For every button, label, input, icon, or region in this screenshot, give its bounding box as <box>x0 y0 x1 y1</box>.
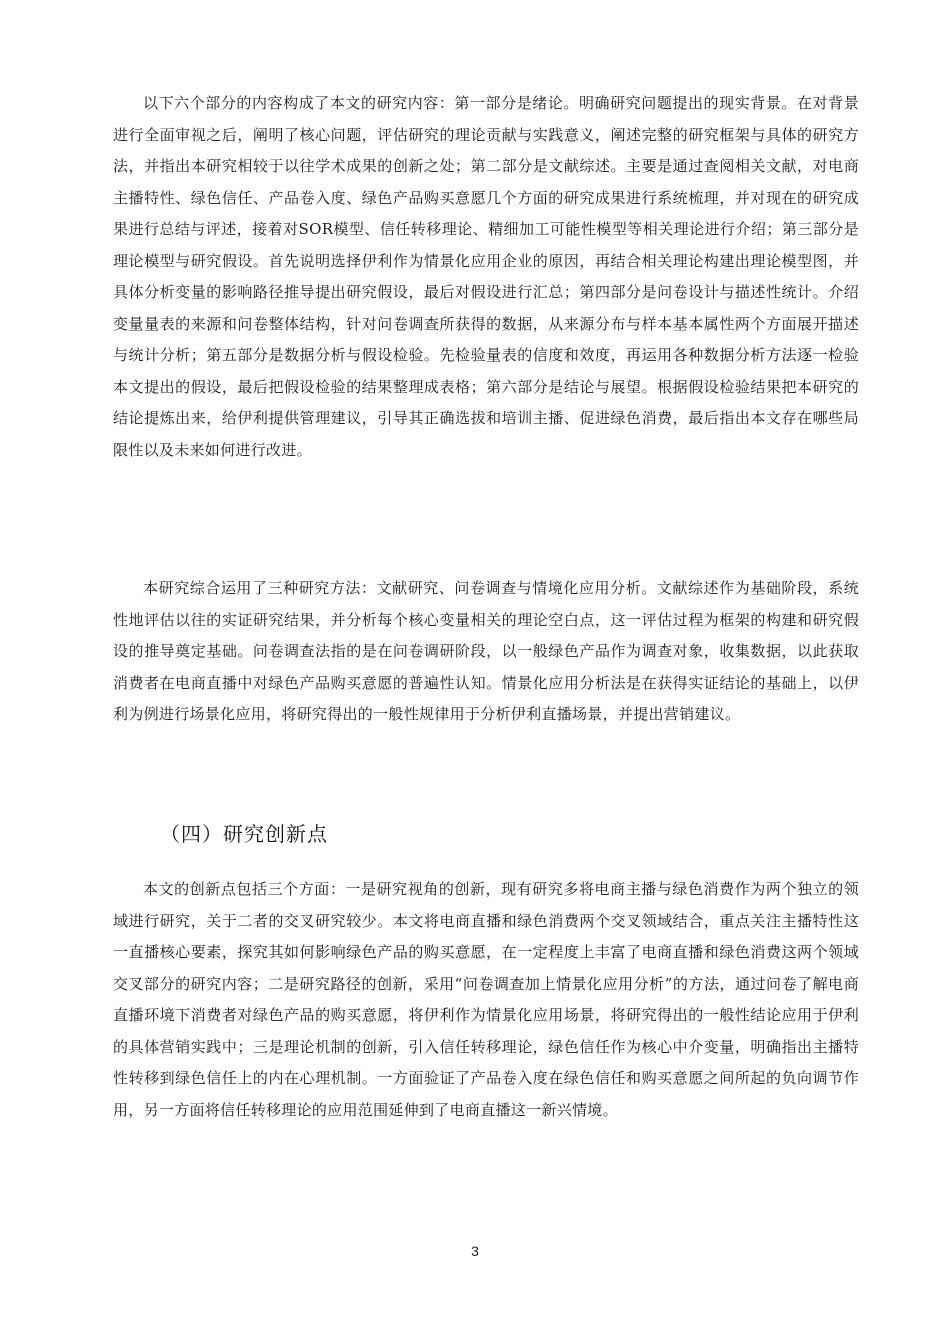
paragraph-innovation-points: 本文的创新点包括三个方面：一是研究视角的创新，现有研究多将电商主播与绿色消费作为两个独立的领域进行研究，关于二者的交叉研究较少。本文将电商直播和绿色消费两个交叉领域结合，重点关注主播特性这一直播核心要素，探究其如何影响绿色产品的购买意愿，在一定程度上丰富了电商直播和绿色消费这两个领域交叉部分的研究内容；二是研究路径的创新，采用“问卷调查加上情景化应用分析”的方法，通过问卷了解电商直播环境下消费者对绿色产品的购买意愿，将伊利作为情景化应用场景，将研究得出的一般性结论应用于伊利的具体营销实践中；三是理论机制的创新，引入信任转移理论，绿色信任作为核心中介变量，明确指出主播特性转移到绿色信任上的内在心理机制。一方面验证了产品卷入度在绿色信任和购买意愿之间所起的负向调节作用，另一方面将信任转移理论的应用范围延伸到了电商直播这一新兴情境。 <box>113 880 859 1119</box>
section-heading-innovation: （四）研究创新点 <box>160 822 328 846</box>
paragraph-research-structure: 以下六个部分的内容构成了本文的研究内容：第一部分是绪论。明确研究问题提出的现实背景。在对背景进行全面审视之后，阐明了核心问题，评估研究的理论贡献与实践意义，阐述完整的研究框架与具体的研究方法，并指出本研究相较于以往学术成果的创新之处；第二部分是文献综述。主要是通过查阅相关文献，对电商主播特性、绿色信任、产品卷入度、绿色产品购买意愿几个方面的研究成果进行系统梳理，并对现在的研究成果进行总结与评述，接着对SOR模型、信任转移理论、精细加工可能性模型等相关理论进行介绍；第三部分是理论模型与研究假设。首先说明选择伊利作为情景化应用企业的原因，再结合相关理论构建出理论模型图，并具体分析变量的影响路径推导提出研究假设，最后对假设进行汇总；第四部分是问卷设计与描述性统计。介绍变量量表的来源和问卷整体结构，针对问卷调查所获得的数据，从来源分布与样本基本属性两个方面展开描述与统计分析；第五部分是数据分析与假设检验。先检验量表的信度和效度，再运用各种数据分析方法逐一检验本文提出的假设，最后把假设检验的结果整理成表格；第六部分是结论与展望。根据假设检验结果把本研究的结论提炼出来，给伊利提供管理建议，引导其正确选拔和培训主播、促进绿色消费，最后指出本文存在哪些局限性以及未来如何进行改进。 <box>113 94 859 459</box>
page-number: 3 <box>471 1243 479 1259</box>
paragraph-research-methods: 本研究综合运用了三种研究方法：文献研究、问卷调查与情境化应用分析。文献综述作为基础阶段，系统性地评估以往的实证研究结果，并分析每个核心变量相关的理论空白点，这一评估过程为框架的构建和研究假设的推导奠定基础。问卷调查法指的是在问卷调研阶段，以一般绿色产品作为调查对象，收集数据，以此获取消费者在电商直播中对绿色产品购买意愿的普遍性认知。情景化应用分析法是在获得实证结论的基础上，以伊利为例进行场景化应用，将研究得出的一般性规律用于分析伊利直播场景，并提出营销建议。 <box>113 579 859 723</box>
